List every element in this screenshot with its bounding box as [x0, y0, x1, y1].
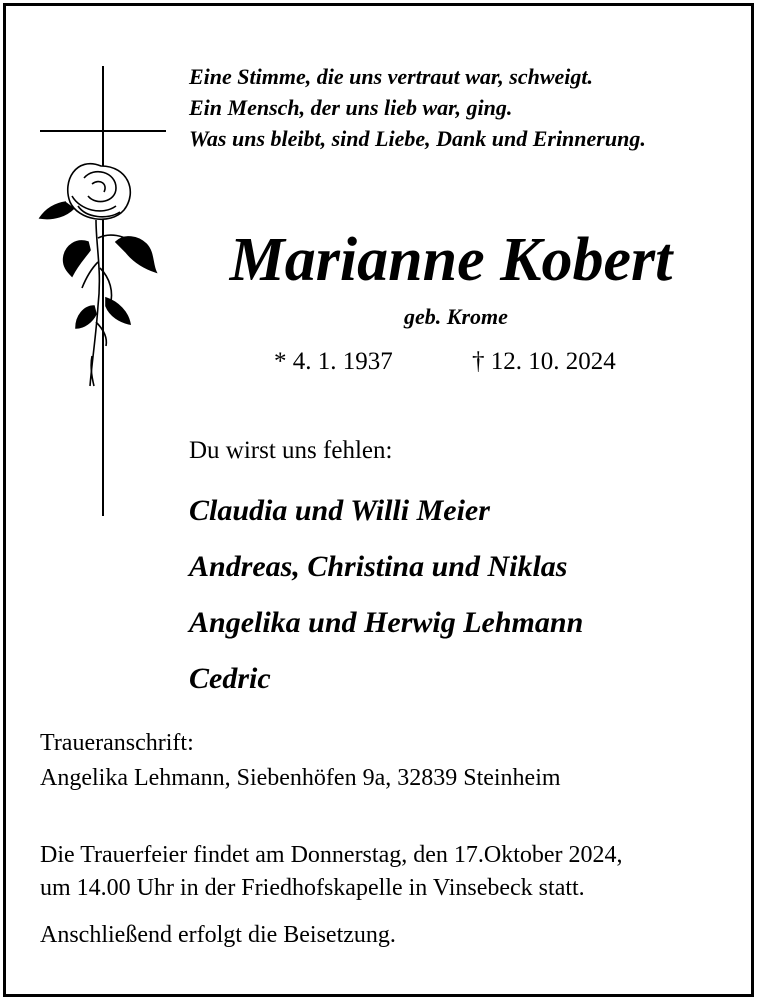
address-value: Angelika Lehmann, Siebenhöfen 9a, 32839 Steinheim: [40, 765, 561, 791]
verse-line: Eine Stimme, die uns vertraut war, schweigt.: [189, 64, 594, 89]
mourner-line: Angelika und Herwig Lehmann: [189, 606, 584, 639]
mourners-list: [189, 483, 583, 707]
ceremony-line: Die Trauerfeier findet am Donnerstag, den 17.Oktober 2024,: [40, 842, 623, 868]
ceremony-info: [40, 839, 623, 905]
burial-info: Anschließend erfolgt die Beisetzung.: [40, 922, 396, 948]
memorial-verse: [189, 61, 646, 154]
mourner-line: Andreas, Christina und Niklas: [189, 550, 568, 583]
obituary-card: [3, 3, 754, 997]
maiden-name: geb. Krome: [404, 304, 508, 329]
verse-line: Ein Mensch, der uns lieb war, ging.: [189, 95, 513, 120]
birth-date: * 4. 1. 1937: [274, 348, 393, 375]
verse-line: Was uns bleibt, sind Liebe, Dank und Erinnerung.: [189, 126, 646, 151]
ceremony-line: um 14.00 Uhr in der Friedhofskapelle in Vinsebeck statt.: [40, 875, 585, 901]
deceased-name: Marianne Kobert: [229, 226, 673, 294]
farewell-intro: Du wirst uns fehlen:: [189, 437, 393, 464]
mourner-line: Cedric: [189, 662, 271, 695]
death-date: † 12. 10. 2024: [472, 348, 616, 375]
mourner-line: Claudia und Willi Meier: [189, 494, 490, 527]
mourning-address: [40, 726, 561, 796]
address-label: Traueranschrift:: [40, 730, 194, 756]
